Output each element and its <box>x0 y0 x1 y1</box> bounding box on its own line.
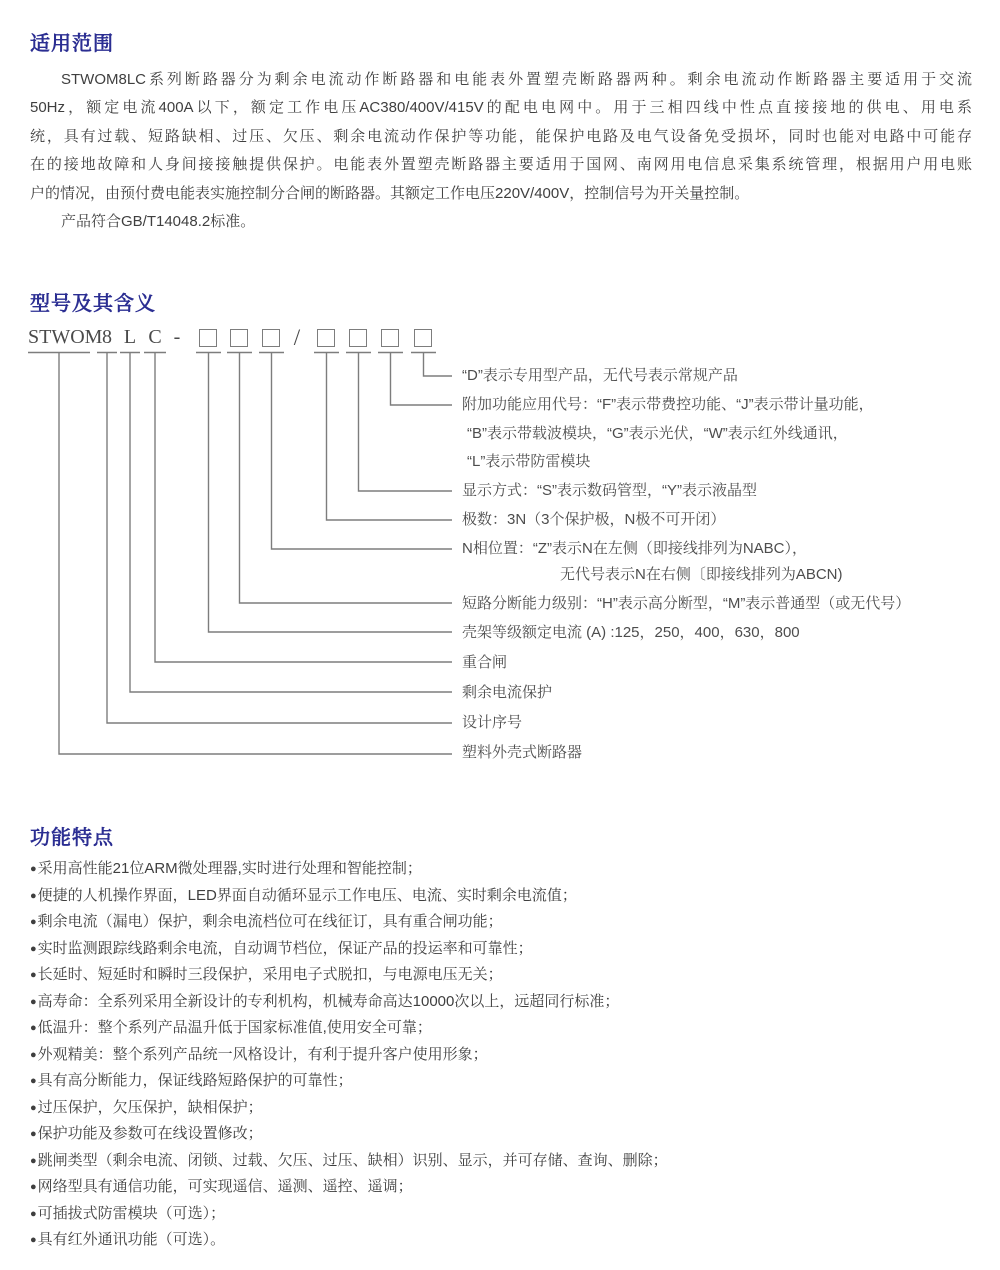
feature-text: 可插拔式防雷模块（可选）； <box>37 1204 226 1222</box>
feature-text: 外观精美：整个系列产品统一风格设计，有利于提升客户使用形象； <box>37 1045 488 1063</box>
model-placeholder-box <box>199 329 217 347</box>
bullet-icon: ● <box>30 1181 37 1193</box>
bullet-icon: ● <box>30 916 37 928</box>
feature-item <box>30 1042 668 1069</box>
feature-text: 具有红外通讯功能（可选）。 <box>37 1231 226 1248</box>
feature-item <box>30 989 668 1016</box>
feature-text: 采用高性能21位ARM微处理器,实时进行处理和智能控制； <box>37 860 422 877</box>
feature-item <box>30 1201 668 1228</box>
feature-text: 保护功能及参数可在线设置修改； <box>37 1125 263 1142</box>
section-heading-model: 型号及其含义 <box>30 293 156 315</box>
feature-item <box>30 936 668 963</box>
feature-item <box>30 1174 668 1201</box>
paragraph-line: 50Hz，额定电流400A以下，额定工作电压AC380/400V/415V的配电电网中。用于三相四线中性点直接接地的供电、用电系 <box>30 99 972 117</box>
feature-item <box>30 1015 668 1042</box>
bullet-icon: ● <box>30 889 37 902</box>
feature-list <box>30 856 668 1254</box>
model-placeholder-box <box>262 329 280 347</box>
feature-text: 长延时、短延时和瞬时三段保护，采用电子式脱扣，与电源电压无关； <box>37 966 503 983</box>
feature-item <box>30 1068 668 1095</box>
paragraph-line: 在的接地故障和人身间接接触提供保护。电能表外置塑壳断路器主要适用于国网、南网用电信息采集系统管理，根据用户用电账 <box>30 156 972 174</box>
bullet-icon: ● <box>30 863 37 875</box>
model-label-poles: 极数：3N（3个保护极，N极不可开闭） <box>462 511 726 528</box>
paragraph-line: 产品符合GB/T14048.2标准。 <box>61 212 256 230</box>
model-hyphen: - <box>173 326 181 348</box>
feature-text: 便捷的人机操作界面，LED界面自动循环显示工作电压、电流、实时剩余电流值； <box>37 886 577 904</box>
bullet-icon: ● <box>30 1234 37 1246</box>
model-slash: / <box>293 325 301 350</box>
feature-item <box>30 962 668 989</box>
model-label-display-mode: 显示方式：“S”表示数码管型，“Y”表示液晶型 <box>462 482 757 499</box>
model-label-residual-protection: 剩余电流保护 <box>462 684 553 701</box>
feature-text: 剩余电流（漏电）保护，剩余电流档位可在线征订，具有重合闸功能； <box>37 913 503 930</box>
feature-text: 跳闸类型（剩余电流、闭锁、过载、欠压、过压、缺相）识别、显示，并可存储、查询、删除； <box>37 1151 668 1169</box>
bullet-icon: ● <box>30 942 37 955</box>
model-label-addon-code: 附加功能应用代号：“F”表示带费控功能、“J”表示带计量功能， <box>462 396 874 413</box>
paragraph-line: 统，具有过载、短路缺相、过压、欠压、剩余电流动作保护等功能，能保护电路及电气设备免受损坏，同时也能对电路中可能存 <box>30 127 972 145</box>
model-design-number: 8 <box>102 326 112 348</box>
bullet-icon: ● <box>30 995 37 1008</box>
model-placeholder-box <box>230 329 248 347</box>
model-label-breaking-capacity: 短路分断能力级别：“H”表示高分断型，“M”表示普通型（或无代号） <box>462 595 911 612</box>
bullet-icon: ● <box>30 1101 37 1114</box>
feature-text: 高寿命：全系列采用全新设计的专利机构，机械寿命高达10000次以上，远超同行标准； <box>37 992 620 1010</box>
model-label-special-type: “D”表示专用型产品，无代号表示常规产品 <box>462 367 738 384</box>
model-label-mccb: 塑料外壳式断路器 <box>462 744 583 761</box>
model-label-n-position: N相位置：“Z”表示N在左侧（即接线排列为NABC）， <box>462 540 807 557</box>
section-heading-features: 功能特点 <box>30 827 114 849</box>
bullet-icon: ● <box>30 1048 37 1061</box>
paragraph-line: STWOM8LC系列断路器分为剩余电流动作断路器和电能表外置塑壳断路器两种。剩余电流动作断路器主要适用于交流 <box>61 71 972 88</box>
feature-text: 具有高分断能力，保证线路短路保护的可靠性； <box>37 1072 353 1089</box>
feature-item <box>30 1121 668 1148</box>
feature-item <box>30 909 668 936</box>
bullet-icon: ● <box>30 1075 37 1087</box>
bullet-icon: ● <box>30 1207 37 1220</box>
section-heading-scope: 适用范围 <box>30 33 114 55</box>
bullet-icon: ● <box>30 1154 37 1167</box>
model-label-reclose: 重合闸 <box>462 654 508 671</box>
model-label-addon-code-line2: “B”表示带载波模块，“G”表示光伏，“W”表示红外线通讯， <box>467 425 848 442</box>
feature-item <box>30 883 668 910</box>
model-placeholder-box <box>414 329 432 347</box>
model-reclose-letter: C <box>148 326 162 348</box>
feature-item <box>30 1227 668 1254</box>
model-label-design-serial: 设计序号 <box>462 714 523 731</box>
model-residual-letter: L <box>123 326 137 348</box>
model-brand-text: STWOM <box>28 326 103 348</box>
feature-item <box>30 1095 668 1122</box>
feature-text: 过压保护，欠压保护，缺相保护； <box>37 1098 263 1116</box>
model-placeholder-box <box>349 329 367 347</box>
feature-text: 网络型具有通信功能，可实现遥信、遥测、遥控、遥调； <box>37 1178 413 1195</box>
model-label-n-position-line2: 无代号表示N在右侧〔即接线排列为ABCN) <box>560 566 843 583</box>
bullet-icon: ● <box>30 1022 37 1034</box>
bullet-icon: ● <box>30 1128 37 1140</box>
model-placeholder-box <box>317 329 335 347</box>
feature-text: 实时监测跟踪线路剩余电流，自动调节档位，保证产品的投运率和可靠性； <box>37 939 533 957</box>
bullet-icon: ● <box>30 969 37 981</box>
model-label-addon-code-line3: “L”表示带防雷模块 <box>467 453 591 470</box>
model-placeholder-box <box>381 329 399 347</box>
feature-item <box>30 1148 668 1175</box>
model-label-frame-current: 壳架等级额定电流 (A) :125，250，400，630，800 <box>462 624 800 641</box>
feature-text: 低温升：整个系列产品温升低于国家标准值,使用安全可靠； <box>37 1019 432 1036</box>
connector-lines <box>59 353 452 754</box>
paragraph-line: 户的情况，由预付费电能表实施控制分合闸的断路器。其额定工作电压220V/400V，控制信号为开关量控制。 <box>30 184 750 202</box>
feature-item <box>30 856 668 883</box>
